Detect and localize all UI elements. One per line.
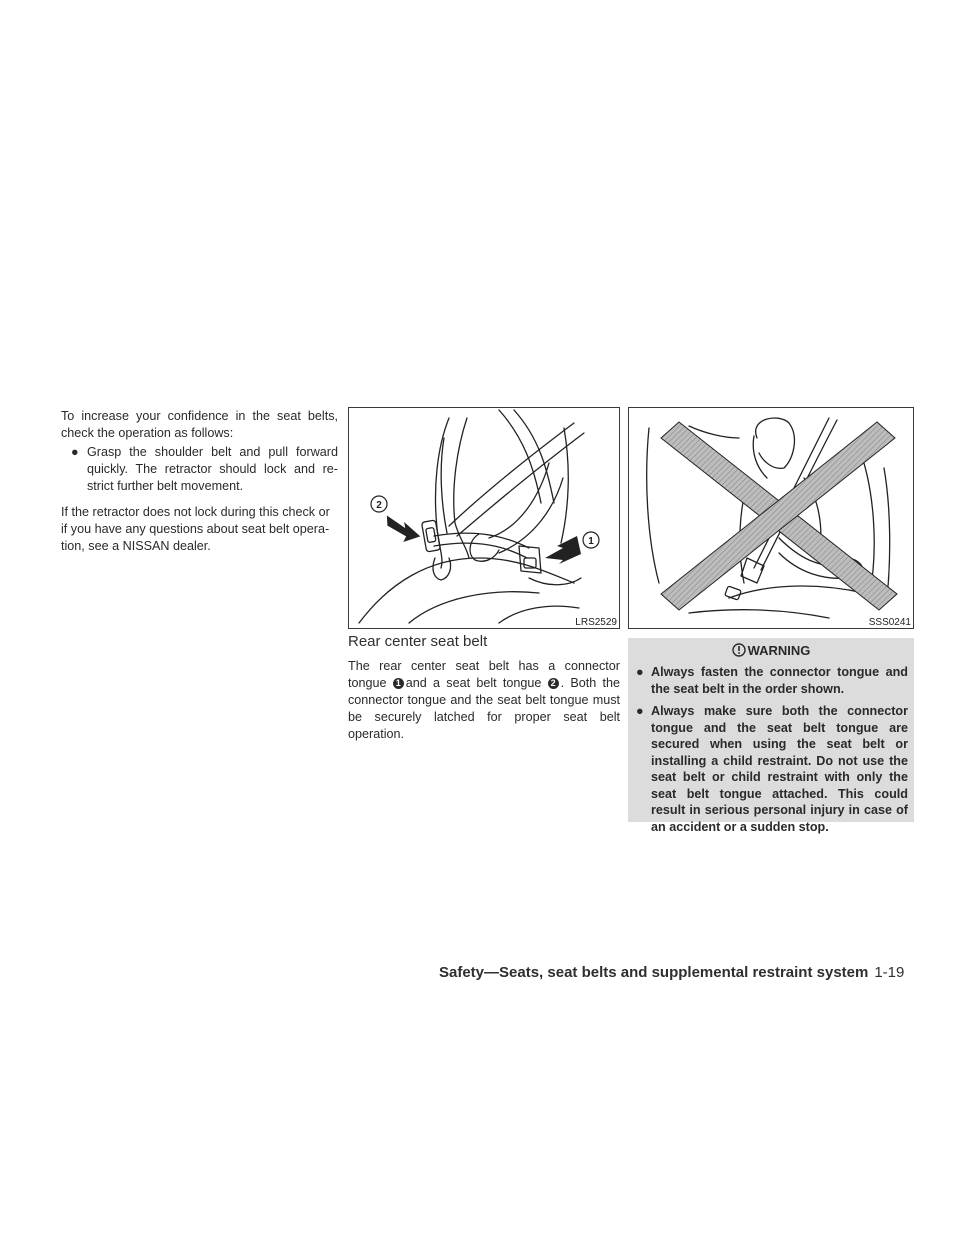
callout-1: 1 [588,536,594,547]
section-text [348,658,620,743]
figure-label: SSS0241 [866,616,913,628]
bullet-icon: ● [636,665,644,679]
bullet-icon: ● [71,445,79,459]
figure-label: LRS2529 [572,616,619,628]
dealer-note: If the retractor does not lock during this check or if you have any questions about seat belt opera-tion, see a NISSAN dealer. [61,505,330,553]
section-heading: Rear center seat belt [348,633,488,650]
intro-column [61,408,338,555]
section-text-part: . Both the connector tongue and the seat belt tongue must be securely latched for proper seat belt operation. [348,676,621,741]
warning-title [628,643,914,658]
bullet-icon: ● [636,704,644,718]
warning-icon [732,643,746,657]
incorrect-belt-illustration [629,408,913,628]
warning-title-text: WARNING [747,643,811,658]
section-body [348,658,620,743]
warning-item-text: Always make sure both the connector tongue and the seat belt tongue are secured when using the seat belt or installing a child restraint. Do not use the seat belt or child restraint with only the seat belt tongue attached. This could result in serious personal injury in case of an accident or a sudden stop. [651,704,908,834]
bullet-item [61,444,338,495]
intro-text: To increase your confidence in the seat belts, check the operation as follows: [61,409,338,440]
callout-1-badge: 1 [393,678,404,689]
warning-item [628,664,914,697]
warning-item [628,703,914,835]
footer-title: Safety—Seats, seat belts and supplemental restraint system [439,964,869,981]
warning-box [628,638,914,834]
figure-lrs2529 [348,407,620,629]
callout-2: 2 [376,500,382,511]
page-number: 1-19 [874,964,905,981]
bullet-text: Grasp the shoulder belt and pull forward quickly. The retractor should lock and re-strict further belt movement. [87,445,338,493]
section-text-part: The rear center seat belt has a connector tongue [348,659,620,690]
page-footer [439,964,904,981]
seat-belt-buckle-illustration [349,408,619,628]
figure-sss0241 [628,407,914,629]
section-text-part: and a seat belt tongue [405,676,542,690]
callout-2-badge: 2 [548,678,559,689]
warning-item-text: Always fasten the connector tongue and the seat belt in the order shown. [651,665,908,696]
